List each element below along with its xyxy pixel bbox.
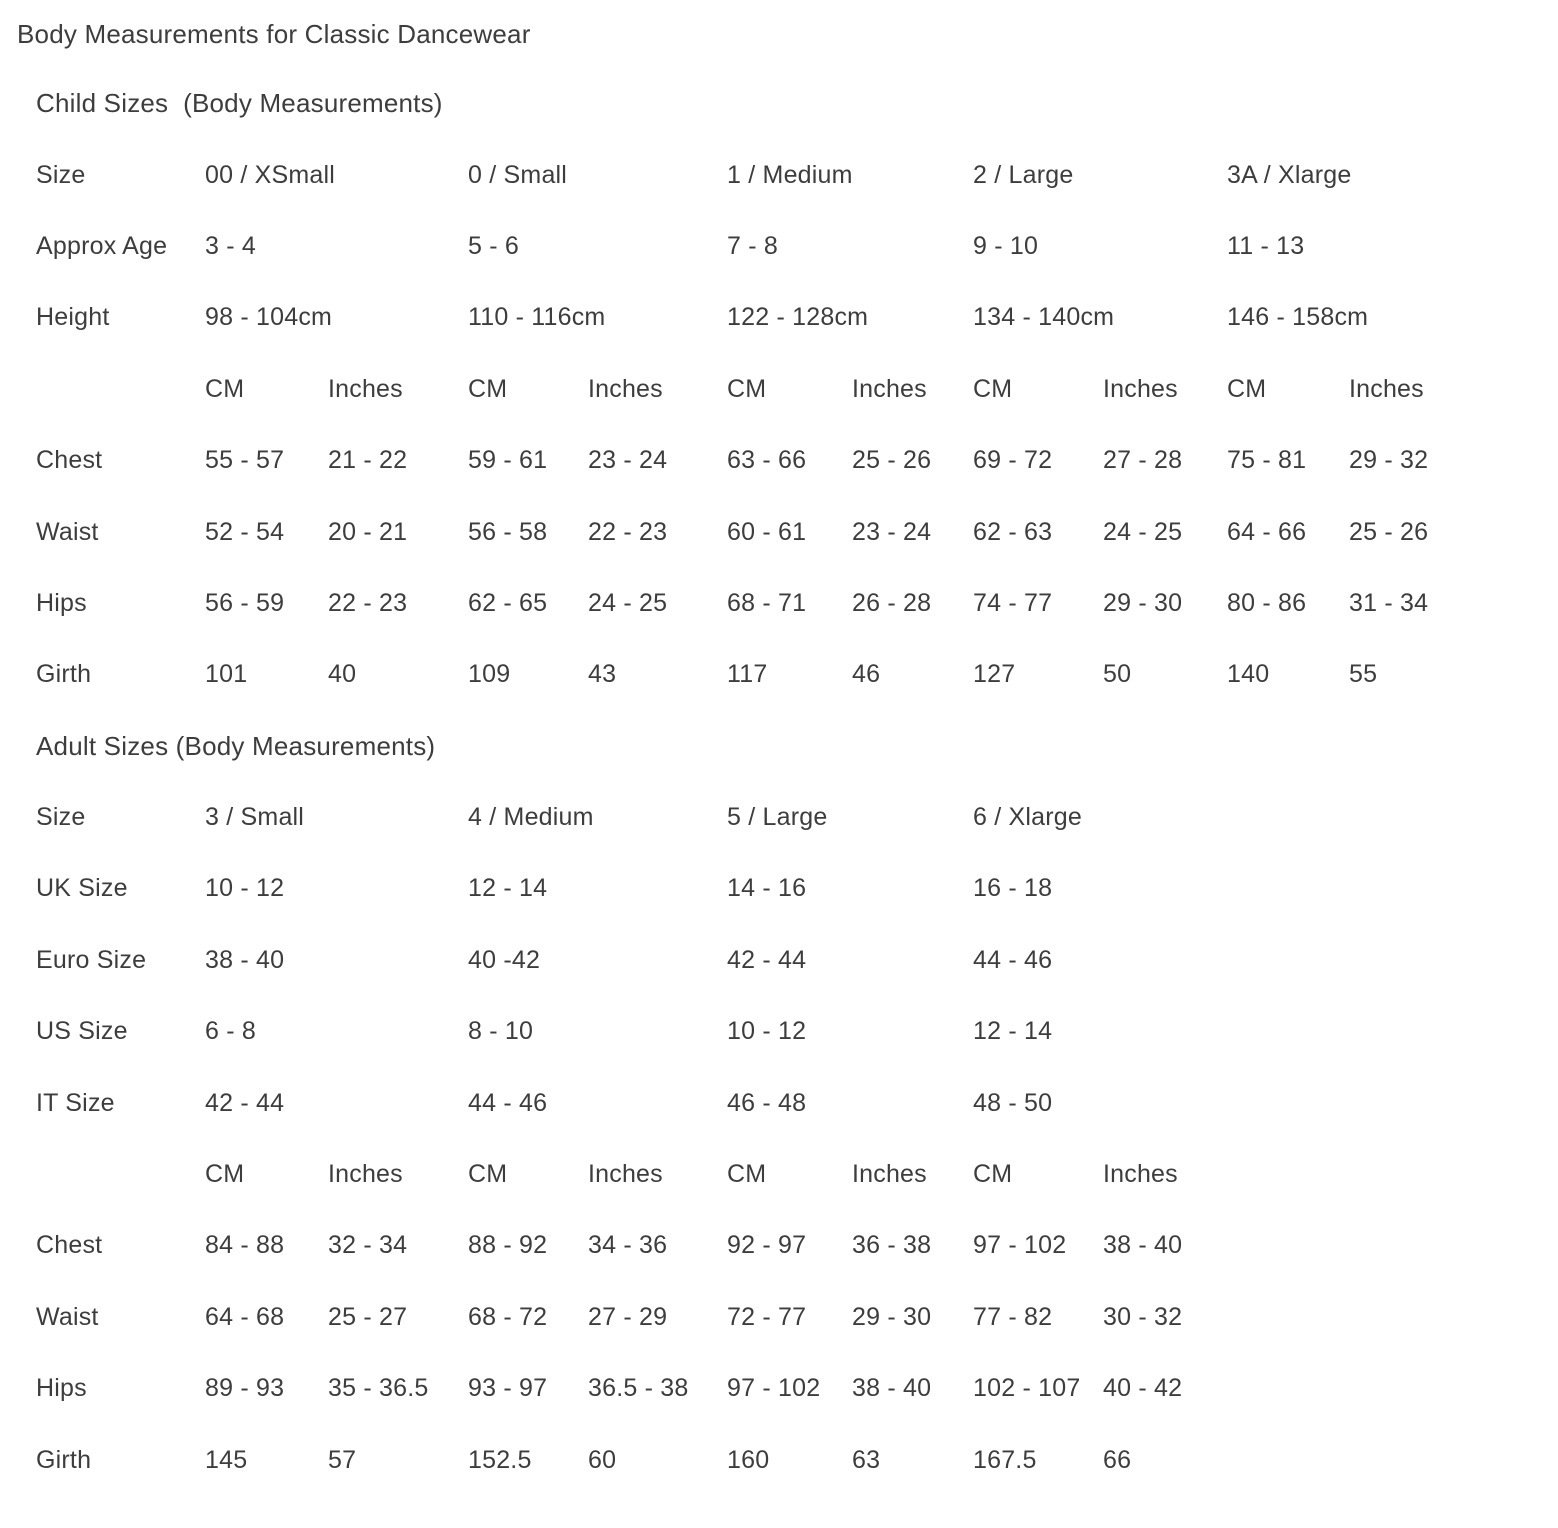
adult-table-row-chest bbox=[36, 1210, 1558, 1281]
table-cell: Inches bbox=[1103, 1160, 1178, 1189]
table-cell: 72 - 77 bbox=[727, 1302, 807, 1331]
child-section-heading: Child Sizes (Body Measurements) bbox=[36, 88, 443, 119]
table-cell: 5 - 6 bbox=[468, 231, 520, 260]
table-cell: 146 - 158cm bbox=[1227, 303, 1369, 332]
table-cell: 29 - 30 bbox=[1103, 588, 1183, 617]
table-cell: 98 - 104cm bbox=[205, 303, 333, 332]
table-cell: 140 bbox=[1227, 660, 1270, 689]
table-cell: CM bbox=[1227, 374, 1267, 403]
table-cell: 40 bbox=[328, 660, 357, 689]
table-cell: 23 - 24 bbox=[588, 446, 668, 475]
table-cell: Inches bbox=[852, 1160, 927, 1189]
table-cell: CM bbox=[205, 1160, 245, 1189]
table-cell: 63 - 66 bbox=[727, 446, 807, 475]
table-cell: 59 - 61 bbox=[468, 446, 548, 475]
adult-table-row-uk-size bbox=[36, 853, 1558, 924]
table-cell: 63 bbox=[852, 1445, 881, 1474]
table-cell: 167.5 bbox=[973, 1445, 1037, 1474]
table-cell: 56 - 58 bbox=[468, 517, 548, 546]
table-cell: 7 - 8 bbox=[727, 231, 779, 260]
table-cell: 55 - 57 bbox=[205, 446, 285, 475]
table-cell: 42 - 44 bbox=[205, 1088, 285, 1117]
table-cell: 68 - 71 bbox=[727, 588, 807, 617]
table-cell: 29 - 32 bbox=[1349, 446, 1429, 475]
adult-table-row-girth bbox=[36, 1424, 1558, 1495]
adult-sizes-table bbox=[36, 782, 1558, 1496]
table-cell: 21 - 22 bbox=[328, 446, 408, 475]
table-cell: 31 - 34 bbox=[1349, 588, 1429, 617]
table-cell: CM bbox=[468, 1160, 508, 1189]
table-cell: 75 - 81 bbox=[1227, 446, 1307, 475]
table-cell: 55 bbox=[1349, 660, 1378, 689]
child-table-row-units bbox=[36, 354, 1558, 425]
table-cell: 10 - 12 bbox=[205, 874, 285, 903]
table-cell: 40 -42 bbox=[468, 945, 541, 974]
table-cell: 134 - 140cm bbox=[973, 303, 1115, 332]
table-cell: 6 / Xlarge bbox=[973, 803, 1083, 832]
table-cell: 14 - 16 bbox=[727, 874, 807, 903]
table-cell: 117 bbox=[727, 660, 768, 689]
table-cell: 69 - 72 bbox=[973, 446, 1053, 475]
table-cell: 22 - 23 bbox=[588, 517, 668, 546]
table-cell: Inches bbox=[328, 374, 403, 403]
row-label-girth: Girth bbox=[36, 1445, 92, 1474]
table-cell: CM bbox=[468, 374, 508, 403]
table-cell: 36.5 - 38 bbox=[588, 1374, 689, 1403]
table-cell: 92 - 97 bbox=[727, 1231, 807, 1260]
table-cell: 25 - 26 bbox=[1349, 517, 1429, 546]
row-label-approx-age: Approx Age bbox=[36, 231, 168, 260]
table-cell: 160 bbox=[727, 1445, 770, 1474]
row-label-waist: Waist bbox=[36, 517, 99, 546]
table-cell: 64 - 66 bbox=[1227, 517, 1307, 546]
row-label-hips: Hips bbox=[36, 588, 87, 617]
table-cell: 0 / Small bbox=[468, 160, 568, 189]
table-cell: CM bbox=[205, 374, 245, 403]
table-cell: Inches bbox=[328, 1160, 403, 1189]
table-cell: 42 - 44 bbox=[727, 945, 807, 974]
table-cell: 26 - 28 bbox=[852, 588, 932, 617]
table-cell: 64 - 68 bbox=[205, 1302, 285, 1331]
adult-section-heading: Adult Sizes (Body Measurements) bbox=[36, 730, 436, 761]
table-cell: 52 - 54 bbox=[205, 517, 285, 546]
row-label-girth: Girth bbox=[36, 660, 92, 689]
table-cell: CM bbox=[727, 1160, 767, 1189]
table-cell: 97 - 102 bbox=[727, 1374, 821, 1403]
table-cell: 22 - 23 bbox=[328, 588, 408, 617]
table-cell: 11 - 13 bbox=[1227, 231, 1305, 260]
child-table-row-approx-age bbox=[36, 211, 1558, 282]
table-cell: 62 - 63 bbox=[973, 517, 1053, 546]
table-cell: 27 - 28 bbox=[1103, 446, 1183, 475]
adult-table-row-hips bbox=[36, 1353, 1558, 1424]
row-label-euro-size: Euro Size bbox=[36, 945, 147, 974]
row-label-uk-size: UK Size bbox=[36, 874, 128, 903]
adult-table-row-size bbox=[36, 782, 1558, 853]
table-cell: 12 - 14 bbox=[468, 874, 548, 903]
table-cell: 44 - 46 bbox=[973, 945, 1053, 974]
table-cell: 6 - 8 bbox=[205, 1017, 257, 1046]
table-cell: 60 bbox=[588, 1445, 617, 1474]
row-label-us-size: US Size bbox=[36, 1017, 128, 1046]
page-title: Body Measurements for Classic Dancewear bbox=[17, 18, 531, 49]
table-cell: 80 - 86 bbox=[1227, 588, 1307, 617]
table-cell: 97 - 102 bbox=[973, 1231, 1067, 1260]
table-cell: CM bbox=[727, 374, 767, 403]
table-cell: 84 - 88 bbox=[205, 1231, 285, 1260]
table-cell: 1 / Medium bbox=[727, 160, 853, 189]
table-cell: 24 - 25 bbox=[1103, 517, 1183, 546]
table-cell: 88 - 92 bbox=[468, 1231, 548, 1260]
table-cell: 102 - 107 bbox=[973, 1374, 1081, 1403]
table-cell: Inches bbox=[1103, 374, 1178, 403]
table-cell: 145 bbox=[205, 1445, 248, 1474]
table-cell: 3 - 4 bbox=[205, 231, 257, 260]
table-cell: Inches bbox=[852, 374, 927, 403]
table-cell: 23 - 24 bbox=[852, 517, 932, 546]
table-cell: 32 - 34 bbox=[328, 1231, 408, 1260]
table-cell: 60 - 61 bbox=[727, 517, 807, 546]
table-cell: 38 - 40 bbox=[205, 945, 285, 974]
table-cell: 122 - 128cm bbox=[727, 303, 869, 332]
table-cell: 27 - 29 bbox=[588, 1302, 668, 1331]
adult-table-row-waist bbox=[36, 1282, 1558, 1353]
row-label-size: Size bbox=[36, 160, 86, 189]
table-cell: 35 - 36.5 bbox=[328, 1374, 429, 1403]
table-cell: 93 - 97 bbox=[468, 1374, 548, 1403]
table-cell: 5 / Large bbox=[727, 803, 828, 832]
child-table-row-size bbox=[36, 139, 1558, 210]
table-cell: 50 bbox=[1103, 660, 1132, 689]
table-cell: 16 - 18 bbox=[973, 874, 1053, 903]
table-cell: 29 - 30 bbox=[852, 1302, 932, 1331]
child-table-row-girth bbox=[36, 639, 1558, 710]
table-cell: 00 / XSmall bbox=[205, 160, 336, 189]
table-cell: 46 bbox=[852, 660, 881, 689]
table-cell: 10 - 12 bbox=[727, 1017, 807, 1046]
table-cell: 3 / Small bbox=[205, 803, 305, 832]
table-cell: 38 - 40 bbox=[852, 1374, 932, 1403]
table-cell: 152.5 bbox=[468, 1445, 532, 1474]
table-cell: 40 - 42 bbox=[1103, 1374, 1183, 1403]
child-sizes-table bbox=[36, 139, 1558, 710]
child-table-row-chest bbox=[36, 425, 1558, 496]
table-cell: 46 - 48 bbox=[727, 1088, 807, 1117]
table-cell: 38 - 40 bbox=[1103, 1231, 1183, 1260]
table-cell: 20 - 21 bbox=[328, 517, 408, 546]
table-cell: 57 bbox=[328, 1445, 357, 1474]
table-cell: 89 - 93 bbox=[205, 1374, 285, 1403]
table-cell: 127 bbox=[973, 660, 1016, 689]
table-cell: 8 - 10 bbox=[468, 1017, 534, 1046]
table-cell: 101 bbox=[205, 660, 248, 689]
table-cell: 34 - 36 bbox=[588, 1231, 668, 1260]
table-cell: 30 - 32 bbox=[1103, 1302, 1183, 1331]
adult-table-row-it-size bbox=[36, 1067, 1558, 1138]
table-cell: 24 - 25 bbox=[588, 588, 668, 617]
adult-table-row-euro-size bbox=[36, 925, 1558, 996]
table-cell: 77 - 82 bbox=[973, 1302, 1053, 1331]
adult-table-row-units bbox=[36, 1139, 1558, 1210]
table-cell: 36 - 38 bbox=[852, 1231, 932, 1260]
table-cell: 2 / Large bbox=[973, 160, 1074, 189]
table-cell: Inches bbox=[588, 374, 663, 403]
table-cell: 9 - 10 bbox=[973, 231, 1039, 260]
child-table-row-height bbox=[36, 282, 1558, 353]
row-label-waist: Waist bbox=[36, 1302, 99, 1331]
table-cell: 25 - 27 bbox=[328, 1302, 408, 1331]
table-cell: 12 - 14 bbox=[973, 1017, 1053, 1046]
child-table-row-hips bbox=[36, 568, 1558, 639]
table-cell: 62 - 65 bbox=[468, 588, 548, 617]
table-cell: 110 - 116cm bbox=[468, 303, 606, 332]
row-label-chest: Chest bbox=[36, 1231, 103, 1260]
row-label-it-size: IT Size bbox=[36, 1088, 115, 1117]
table-cell: 56 - 59 bbox=[205, 588, 285, 617]
table-cell: Inches bbox=[1349, 374, 1424, 403]
table-cell: 66 bbox=[1103, 1445, 1132, 1474]
table-cell: 25 - 26 bbox=[852, 446, 932, 475]
table-cell: 74 - 77 bbox=[973, 588, 1053, 617]
row-label-size: Size bbox=[36, 803, 86, 832]
adult-table-row-us-size bbox=[36, 996, 1558, 1067]
row-label-height: Height bbox=[36, 303, 110, 332]
table-cell: 48 - 50 bbox=[973, 1088, 1053, 1117]
row-label-chest: Chest bbox=[36, 446, 103, 475]
row-label-hips: Hips bbox=[36, 1374, 87, 1403]
table-cell: 68 - 72 bbox=[468, 1302, 548, 1331]
table-cell: 109 bbox=[468, 660, 511, 689]
table-cell: CM bbox=[973, 374, 1013, 403]
child-table-row-waist bbox=[36, 496, 1558, 567]
table-cell: 43 bbox=[588, 660, 617, 689]
table-cell: CM bbox=[973, 1160, 1013, 1189]
table-cell: 4 / Medium bbox=[468, 803, 594, 832]
table-cell: 3A / Xlarge bbox=[1227, 160, 1352, 189]
table-cell: 44 - 46 bbox=[468, 1088, 548, 1117]
table-cell: Inches bbox=[588, 1160, 663, 1189]
